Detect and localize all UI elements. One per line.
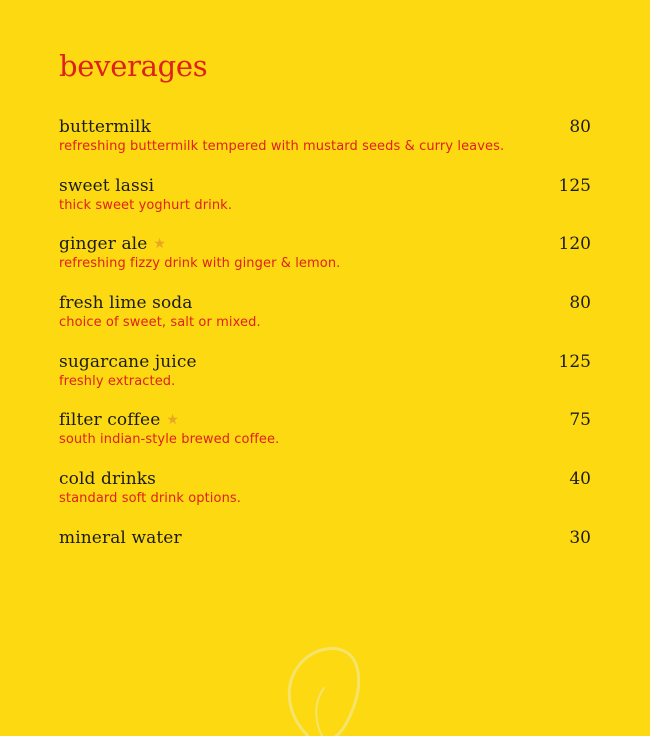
item-description: thick sweet yoghurt drink. [59, 197, 233, 213]
item-description: refreshing fizzy drink with ginger & lemon. [59, 256, 341, 272]
item-price: 125 [558, 175, 591, 196]
decorative-swirl-icon [270, 636, 370, 736]
item-description: south indian-style brewed coffee. [59, 432, 280, 448]
item-description: standard soft drink options. [59, 491, 242, 507]
item-description: refreshing buttermilk tempered with mustard seeds & curry leaves. [59, 139, 505, 154]
item-price: 120 [558, 234, 591, 255]
item-name: sugarcane juice [59, 351, 197, 372]
item-name: sweet lassi [59, 175, 155, 196]
menu-item [59, 409, 591, 468]
item-name: ginger ale ★ [59, 234, 167, 255]
item-description: freshly extracted. [59, 373, 176, 389]
item-price: 80 [569, 117, 591, 137]
star-icon: ★ [153, 236, 167, 253]
item-price: 80 [569, 293, 591, 314]
menu-item [59, 468, 591, 527]
item-name: filter coffee ★ [59, 410, 180, 431]
item-name: fresh lime soda [59, 293, 193, 314]
item-name: buttermilk [59, 117, 151, 137]
menu-item [59, 351, 591, 410]
menu-item-list [59, 116, 591, 586]
menu-item [59, 175, 591, 234]
item-price: 30 [569, 527, 591, 548]
item-price: 40 [569, 469, 591, 490]
menu-item [59, 292, 591, 351]
item-price: 75 [569, 410, 591, 431]
menu-item [59, 527, 591, 586]
item-name: cold drinks [59, 469, 156, 490]
menu-item [59, 233, 591, 292]
item-name: mineral water [59, 527, 182, 548]
star-icon: ★ [166, 412, 180, 429]
item-price: 125 [558, 351, 591, 372]
item-description: choice of sweet, salt or mixed. [59, 315, 261, 331]
section-title: beverages [59, 49, 208, 83]
menu-item [59, 116, 591, 175]
